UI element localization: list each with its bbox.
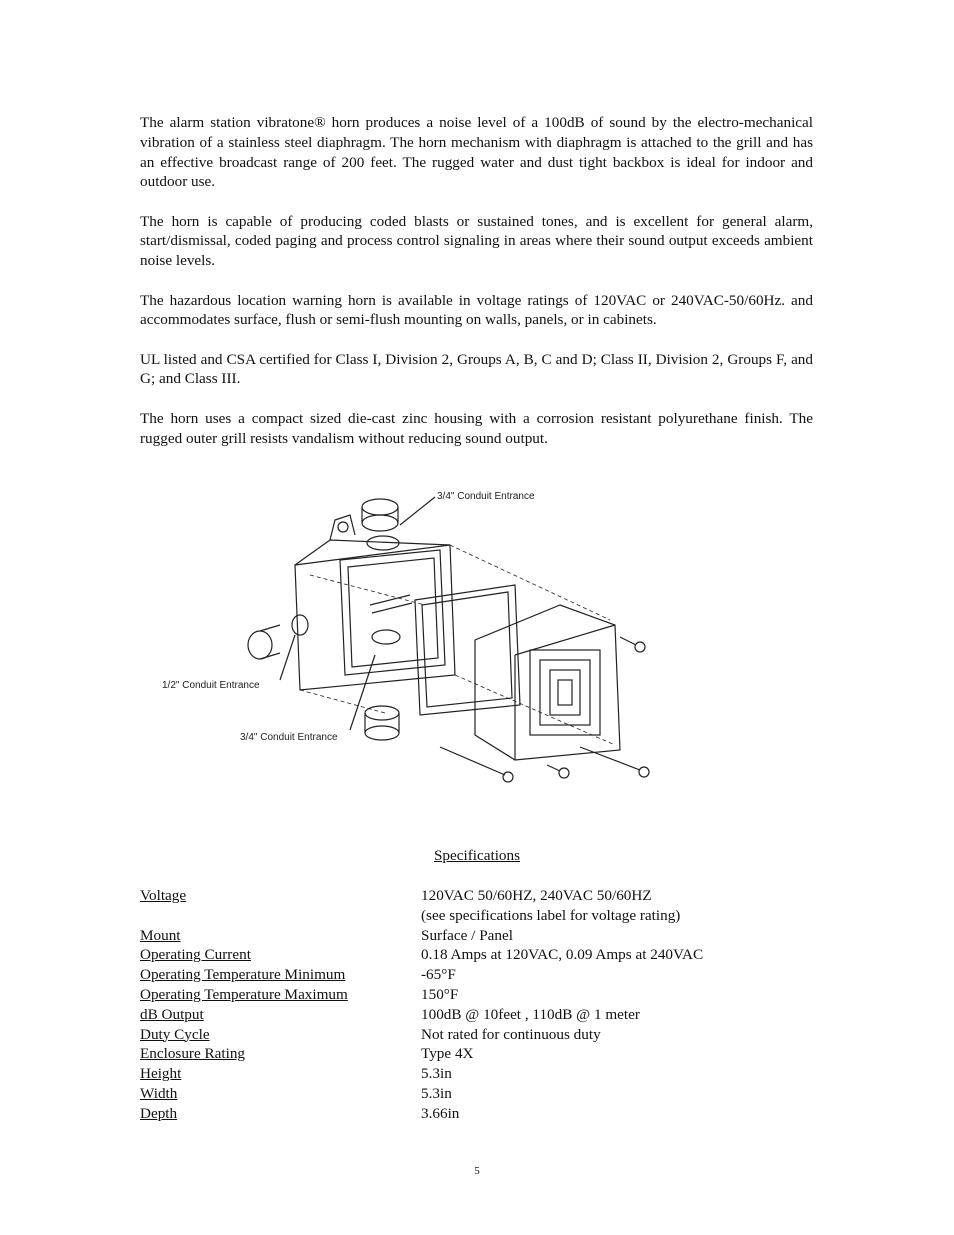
spec-row [140, 1044, 813, 1064]
spec-label: dB Output [140, 1005, 204, 1023]
spec-label: Depth [140, 1104, 178, 1122]
page-number: 5 [474, 1165, 480, 1177]
spec-value: Not rated for continuous duty [421, 1025, 601, 1043]
spec-value: Type 4X [421, 1045, 474, 1063]
paragraph-2: The horn is capable of producing coded blasts or sustained tones, and is excellent for general alarm, start/dismissal, coded paging and process control signaling in areas where their sound output exceeds ambient noise levels. [140, 212, 813, 270]
spec-label: Operating Current [140, 946, 251, 964]
paragraph-3: The hazardous location warning horn is available in voltage ratings of 120VAC or 240VAC-50/60Hz. and accommodates surface, flush or semi-flush mounting on walls, panels, or in cabinets. [140, 291, 813, 329]
spec-label: Height [140, 1065, 182, 1083]
spec-label [140, 906, 421, 926]
paragraph-5: The horn uses a compact sized die-cast zinc housing with a corrosion resistant polyurethane finish. The rugged outer grill resists vandalism without reducing sound output. [140, 409, 813, 447]
specifications-table [140, 886, 813, 1124]
body-text [140, 113, 813, 468]
spec-row [140, 906, 813, 926]
spec-label: Mount [140, 926, 181, 944]
spec-value: Surface / Panel [421, 926, 513, 944]
spec-label: Operating Temperature Minimum [140, 966, 346, 984]
specifications-heading: Specifications [433, 847, 521, 864]
spec-row [140, 1025, 813, 1045]
spec-value: 5.3in [421, 1084, 452, 1102]
spec-row [140, 945, 813, 965]
spec-value: 5.3in [421, 1065, 452, 1083]
spec-row [140, 985, 813, 1005]
spec-row [140, 1064, 813, 1084]
spec-value: 3.66in [421, 1104, 460, 1122]
spec-label: Duty Cycle [140, 1025, 210, 1043]
callout-left: 1/2" Conduit Entrance [162, 680, 260, 691]
spec-value: 150°F [421, 985, 459, 1003]
paragraph-1: The alarm station vibratone® horn produces a noise level of a 100dB of sound by the electro-mechanical vibration of a stainless steel diaphragm. The horn mechanism with diaphragm is attached to the grill and has an effective broadcast range of 200 feet. The rugged water and dust tight backbox is ideal for indoor and outdoor use. [140, 114, 813, 191]
paragraph-4: UL listed and CSA certified for Class I, Division 2, Groups A, B, C and D; Class II, Division 2, Groups F, and G; and Class III. [140, 350, 813, 388]
callout-bottom: 3/4" Conduit Entrance [240, 732, 338, 743]
spec-label: Width [140, 1084, 178, 1102]
callout-top: 3/4" Conduit Entrance [437, 491, 535, 502]
spec-row [140, 886, 813, 906]
horn-exploded-diagram [150, 485, 670, 805]
spec-row [140, 965, 813, 985]
spec-value: 100dB @ 10feet , 110dB @ 1 meter [421, 1005, 640, 1023]
spec-value: 120VAC 50/60HZ, 240VAC 50/60HZ [421, 887, 652, 904]
spec-label: Operating Temperature Maximum [140, 985, 348, 1003]
spec-row [140, 1005, 813, 1025]
spec-value: (see specifications label for voltage rating) [421, 906, 681, 924]
spec-value: -65°F [421, 966, 456, 984]
spec-row [140, 926, 813, 946]
spec-label: Enclosure Rating [140, 1045, 246, 1063]
spec-row [140, 1104, 813, 1124]
spec-value: 0.18 Amps at 120VAC, 0.09 Amps at 240VAC [421, 946, 704, 964]
spec-row [140, 1084, 813, 1104]
spec-label: Voltage [140, 887, 187, 904]
